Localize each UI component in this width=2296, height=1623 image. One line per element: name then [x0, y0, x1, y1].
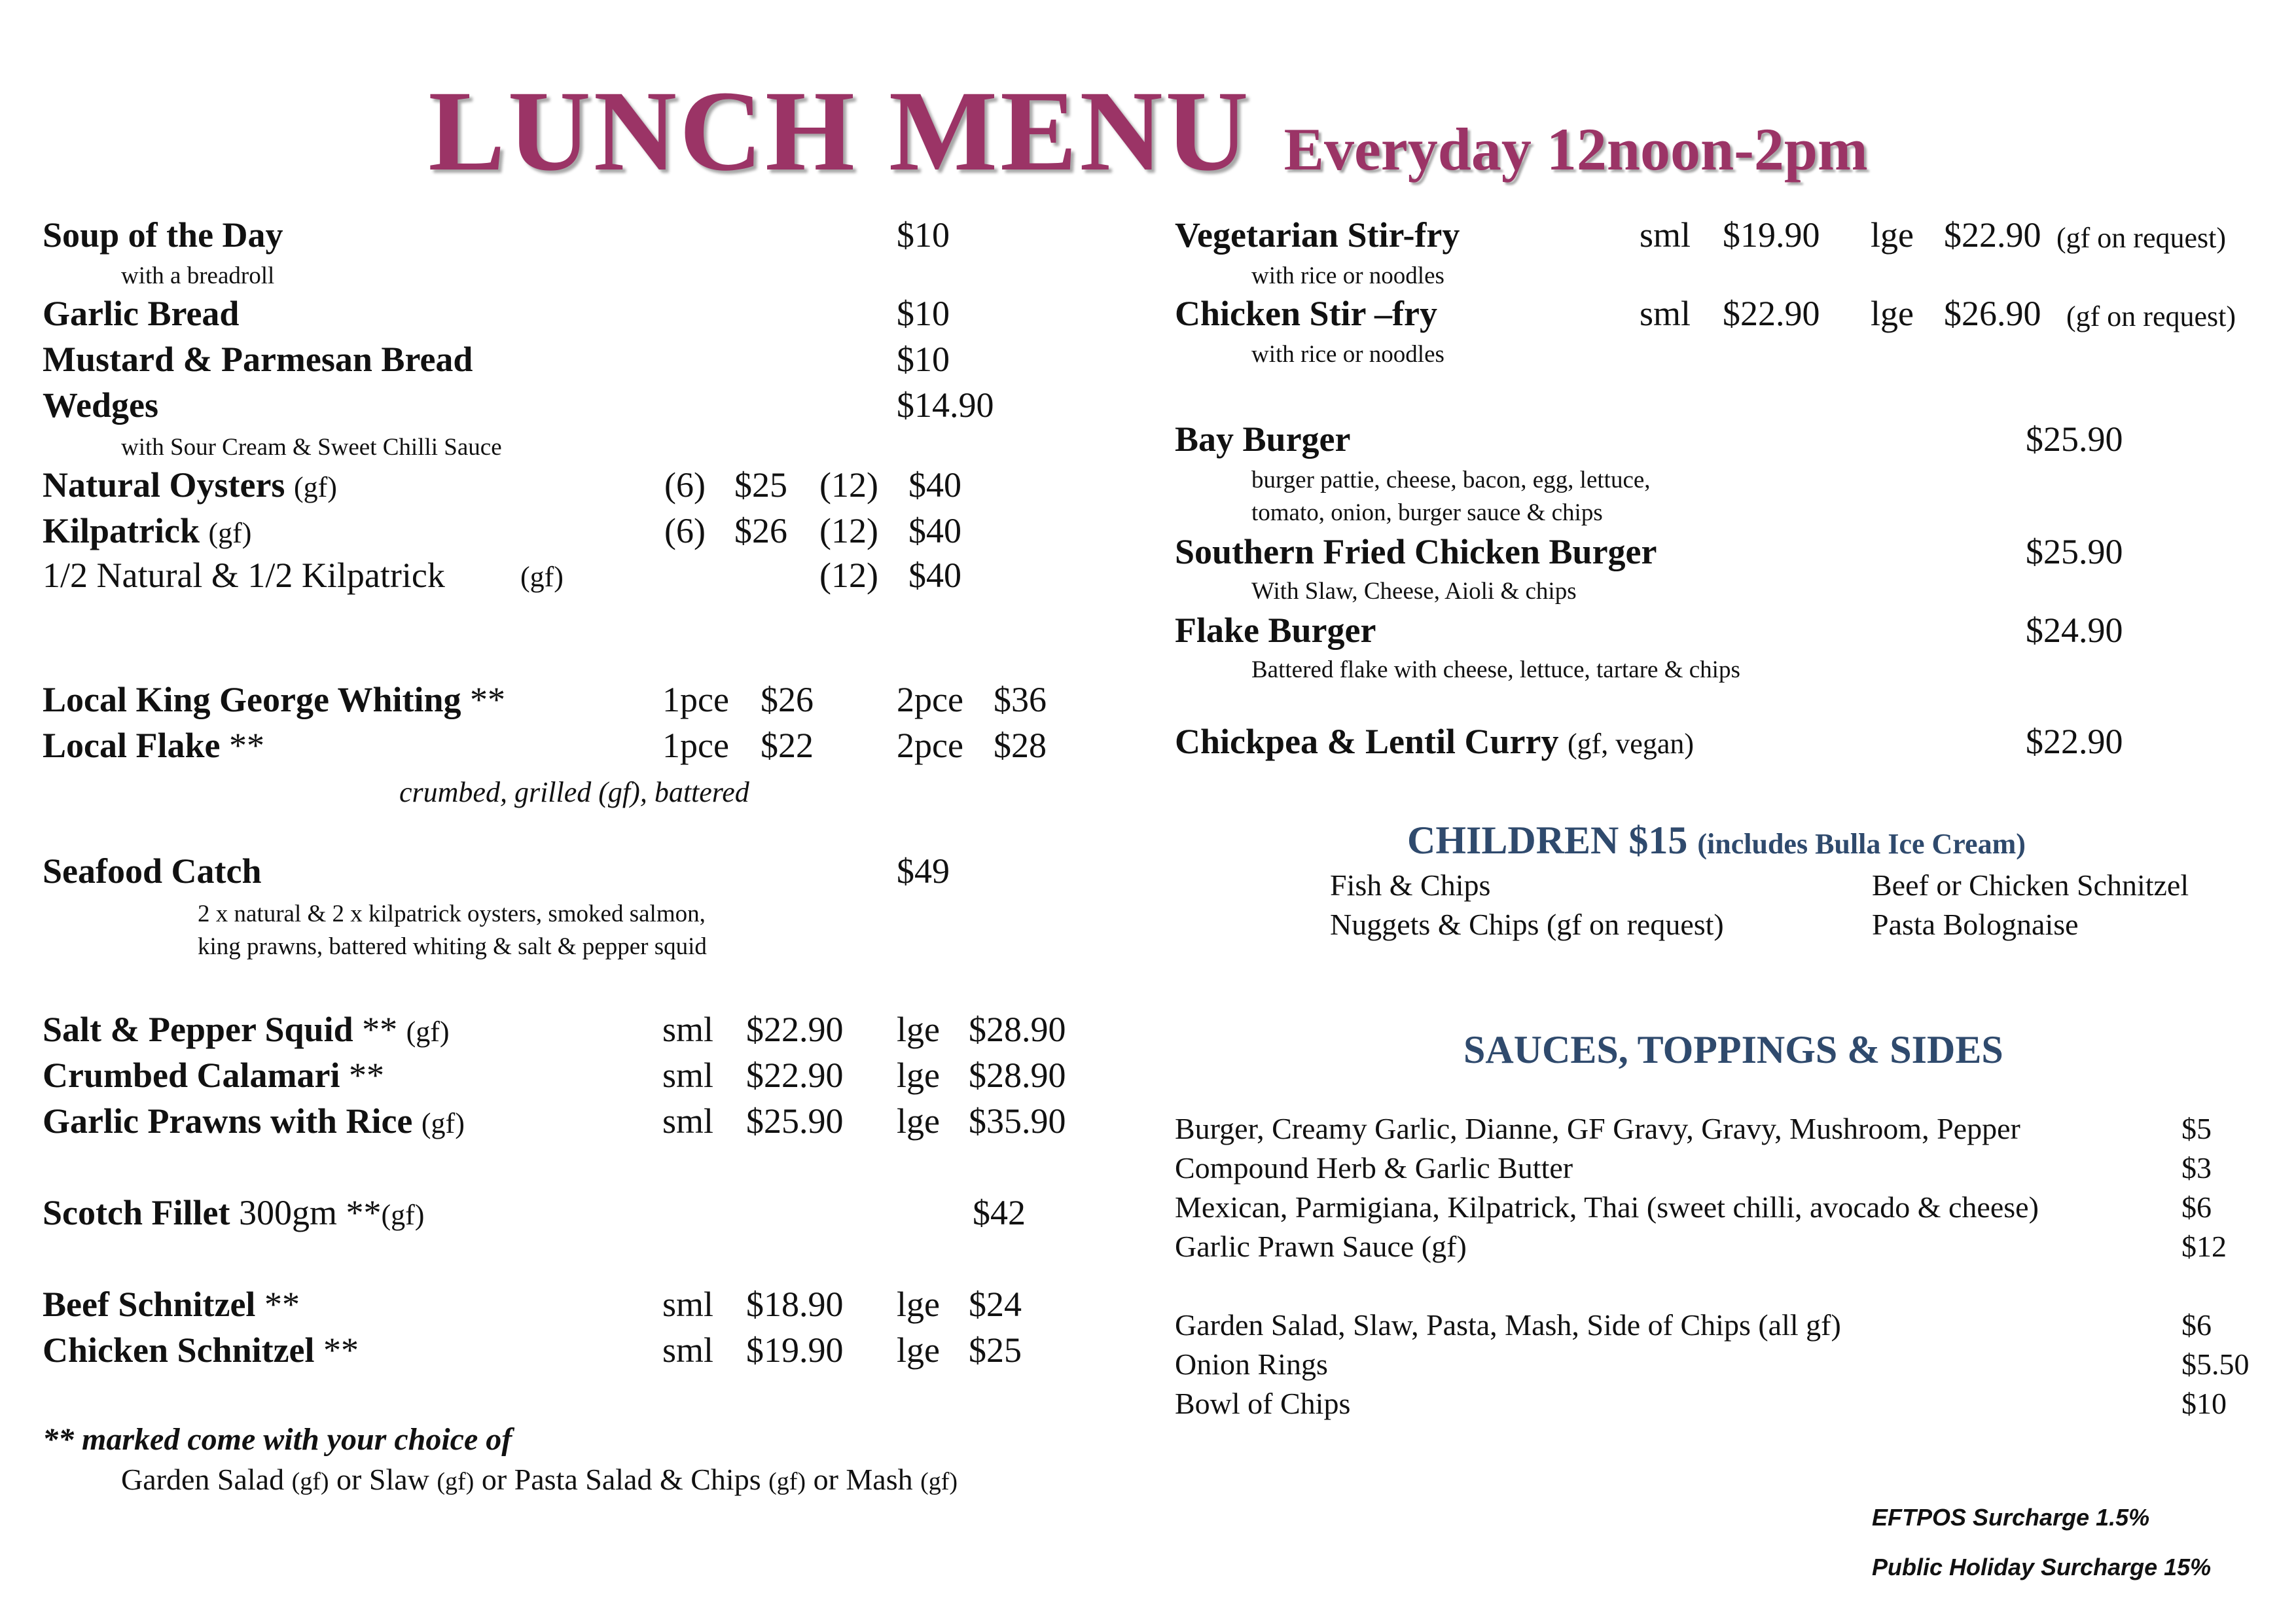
seafood-catch-price: $49 — [897, 851, 950, 891]
children-item-fish-chips: Fish & Chips — [1330, 868, 1491, 902]
prawns-size-1: sml — [662, 1101, 714, 1141]
soup-price: $10 — [897, 215, 950, 255]
whiting-size-1: 1pce — [662, 680, 729, 719]
flake-size-1: 1pce — [662, 726, 729, 765]
whiting-name: Local King George Whiting ** — [43, 680, 506, 719]
prawns-price-2: $35.90 — [969, 1101, 1066, 1141]
side-row-price: $6 — [2181, 1308, 2212, 1342]
squid-price-1: $22.90 — [746, 1010, 844, 1049]
bay-burger-desc-1: burger pattie, cheese, bacon, egg, lettuce, — [1251, 467, 1651, 493]
wedges-name: Wedges — [43, 385, 159, 425]
garlic-bread-price: $10 — [897, 294, 950, 333]
half-half-price-12: $40 — [908, 556, 961, 595]
scotch-name: Scotch Fillet 300gm **(gf) — [43, 1193, 425, 1232]
wedges-price: $14.90 — [897, 385, 994, 425]
side-row-price: $5.50 — [2181, 1347, 2250, 1381]
side-row-name: Onion Rings — [1175, 1347, 1328, 1381]
mustard-bread-price: $10 — [897, 340, 950, 379]
sauce-row-name: Garlic Prawn Sauce (gf) — [1175, 1230, 1467, 1263]
calamari-size-1: sml — [662, 1056, 714, 1095]
veg-stirfry-desc: with rice or noodles — [1251, 262, 1444, 289]
whiting-price-2: $36 — [994, 680, 1047, 719]
seafood-catch-name: Seafood Catch — [43, 851, 262, 891]
veg-stirfry-price-1: $19.90 — [1723, 215, 1820, 255]
side-row-name: Garden Salad, Slaw, Pasta, Mash, Side of Chips (all gf) — [1175, 1308, 1841, 1342]
sfc-burger-price: $25.90 — [2026, 532, 2123, 571]
flake-price-2: $28 — [994, 726, 1047, 765]
holiday-surcharge: Public Holiday Surcharge 15% — [1872, 1554, 2212, 1580]
children-item-schnitzel: Beef or Chicken Schnitzel — [1872, 868, 2189, 902]
natural-oysters-price-6: $25 — [734, 465, 787, 505]
natural-oysters-qty-12: (12) — [819, 465, 878, 505]
flake-burger-price: $24.90 — [2026, 611, 2123, 650]
squid-name: Salt & Pepper Squid ** (gf) — [43, 1010, 450, 1049]
kilpatrick-name: Kilpatrick (gf) — [43, 511, 252, 550]
prawns-size-2: lge — [897, 1101, 940, 1141]
veg-stirfry-size-1: sml — [1640, 215, 1691, 255]
sides-note-heading: ** marked come with your choice of — [43, 1422, 512, 1457]
sides-note-options: Garden Salad (gf) or Slaw (gf) or Pasta Salad & Chips (gf) or Mash (gf) — [121, 1463, 958, 1496]
calamari-price-2: $28.90 — [969, 1056, 1066, 1095]
seafood-catch-desc-1: 2 x natural & 2 x kilpatrick oysters, smoked salmon, — [198, 901, 706, 927]
calamari-name: Crumbed Calamari ** — [43, 1056, 384, 1095]
flake-size-2: 2pce — [897, 726, 963, 765]
chicken-schnitzel-size-2: lge — [897, 1330, 940, 1370]
eftpos-surcharge: EFTPOS Surcharge 1.5% — [1872, 1504, 2150, 1531]
sauce-row-price: $5 — [2181, 1112, 2212, 1145]
kilpatrick-price-6: $26 — [734, 511, 787, 550]
garlic-bread-name: Garlic Bread — [43, 294, 240, 333]
side-row-name: Bowl of Chips — [1175, 1387, 1351, 1420]
chicken-schnitzel-name: Chicken Schnitzel ** — [43, 1330, 359, 1370]
seafood-catch-desc-2: king prawns, battered whiting & salt & pepper squid — [198, 933, 707, 960]
sauce-row-price: $6 — [2181, 1190, 2212, 1224]
veg-stirfry-gf-note: (gf on request) — [2056, 222, 2227, 254]
curry-name: Chickpea & Lentil Curry (gf, vegan) — [1175, 722, 1695, 761]
prawns-price-1: $25.90 — [746, 1101, 844, 1141]
sauce-row-name: Burger, Creamy Garlic, Dianne, GF Gravy, Gravy, Mushroom, Pepper — [1175, 1112, 2020, 1145]
beef-schnitzel-size-2: lge — [897, 1285, 940, 1324]
beef-schnitzel-size-1: sml — [662, 1285, 714, 1324]
bay-burger-desc-2: tomato, onion, burger sauce & chips — [1251, 499, 1603, 526]
beef-schnitzel-price-2: $24 — [969, 1285, 1022, 1324]
kilpatrick-price-12: $40 — [908, 511, 961, 550]
side-row-price: $10 — [2181, 1387, 2227, 1420]
bay-burger-name: Bay Burger — [1175, 419, 1351, 459]
bay-burger-price: $25.90 — [2026, 419, 2123, 459]
wedges-desc: with Sour Cream & Sweet Chilli Sauce — [121, 434, 502, 461]
chicken-stirfry-desc: with rice or noodles — [1251, 341, 1444, 368]
chicken-schnitzel-price-2: $25 — [969, 1330, 1022, 1370]
sauce-row-name: Compound Herb & Garlic Butter — [1175, 1151, 1573, 1185]
soup-desc: with a breadroll — [121, 262, 275, 289]
children-heading: CHILDREN $15 (includes Bulla Ice Cream) — [1407, 819, 2026, 862]
mustard-bread-name: Mustard & Parmesan Bread — [43, 340, 473, 379]
sfc-burger-desc: With Slaw, Cheese, Aioli & chips — [1251, 578, 1577, 605]
veg-stirfry-size-2: lge — [1871, 215, 1914, 255]
flake-burger-desc: Battered flake with cheese, lettuce, tartare & chips — [1251, 656, 1740, 683]
page-subtitle: Everyday 12noon-2pm — [1283, 116, 1868, 183]
beef-schnitzel-price-1: $18.90 — [746, 1285, 844, 1324]
flake-burger-name: Flake Burger — [1175, 611, 1376, 650]
veg-stirfry-name: Vegetarian Stir-fry — [1175, 215, 1460, 255]
squid-price-2: $28.90 — [969, 1010, 1066, 1049]
sauce-row-price: $3 — [2181, 1151, 2212, 1185]
squid-size-1: sml — [662, 1010, 714, 1049]
sauces-heading: SAUCES, TOPPINGS & SIDES — [1463, 1028, 2003, 1071]
chicken-stirfry-name: Chicken Stir –fry — [1175, 294, 1437, 333]
natural-oysters-qty-6: (6) — [664, 465, 706, 505]
page-title: LUNCH MENU — [428, 67, 1251, 195]
chicken-schnitzel-price-1: $19.90 — [746, 1330, 844, 1370]
chicken-stirfry-price-1: $22.90 — [1723, 294, 1820, 333]
kilpatrick-qty-6: (6) — [664, 511, 706, 550]
calamari-size-2: lge — [897, 1056, 940, 1095]
sauce-row-price: $12 — [2181, 1230, 2227, 1263]
flake-name: Local Flake ** — [43, 726, 264, 765]
whiting-size-2: 2pce — [897, 680, 963, 719]
half-half-qty-12: (12) — [819, 556, 878, 595]
half-half-mod: (gf) — [520, 561, 564, 593]
fish-cooking-options: crumbed, grilled (gf), battered — [399, 776, 749, 808]
children-item-nuggets: Nuggets & Chips (gf on request) — [1330, 908, 1724, 941]
curry-price: $22.90 — [2026, 722, 2123, 761]
half-half-name: 1/2 Natural & 1/2 Kilpatrick — [43, 556, 445, 595]
scotch-price: $42 — [973, 1193, 1026, 1232]
calamari-price-1: $22.90 — [746, 1056, 844, 1095]
kilpatrick-qty-12: (12) — [819, 511, 878, 550]
whiting-price-1: $26 — [761, 680, 814, 719]
soup-name: Soup of the Day — [43, 215, 283, 255]
squid-size-2: lge — [897, 1010, 940, 1049]
chicken-schnitzel-size-1: sml — [662, 1330, 714, 1370]
flake-price-1: $22 — [761, 726, 814, 765]
chicken-stirfry-gf-note: (gf on request) — [2066, 300, 2236, 332]
veg-stirfry-price-2: $22.90 — [1944, 215, 2041, 255]
sfc-burger-name: Southern Fried Chicken Burger — [1175, 532, 1657, 571]
chicken-stirfry-size-1: sml — [1640, 294, 1691, 333]
sauce-row-name: Mexican, Parmigiana, Kilpatrick, Thai (sweet chilli, avocado & cheese) — [1175, 1190, 2039, 1224]
chicken-stirfry-price-2: $26.90 — [1944, 294, 2041, 333]
beef-schnitzel-name: Beef Schnitzel ** — [43, 1285, 300, 1324]
natural-oysters-price-12: $40 — [908, 465, 961, 505]
prawns-name: Garlic Prawns with Rice (gf) — [43, 1101, 465, 1141]
natural-oysters-name: Natural Oysters (gf) — [43, 465, 337, 505]
children-item-bolognaise: Pasta Bolognaise — [1872, 908, 2079, 941]
chicken-stirfry-size-2: lge — [1871, 294, 1914, 333]
menu-header — [0, 65, 2296, 198]
